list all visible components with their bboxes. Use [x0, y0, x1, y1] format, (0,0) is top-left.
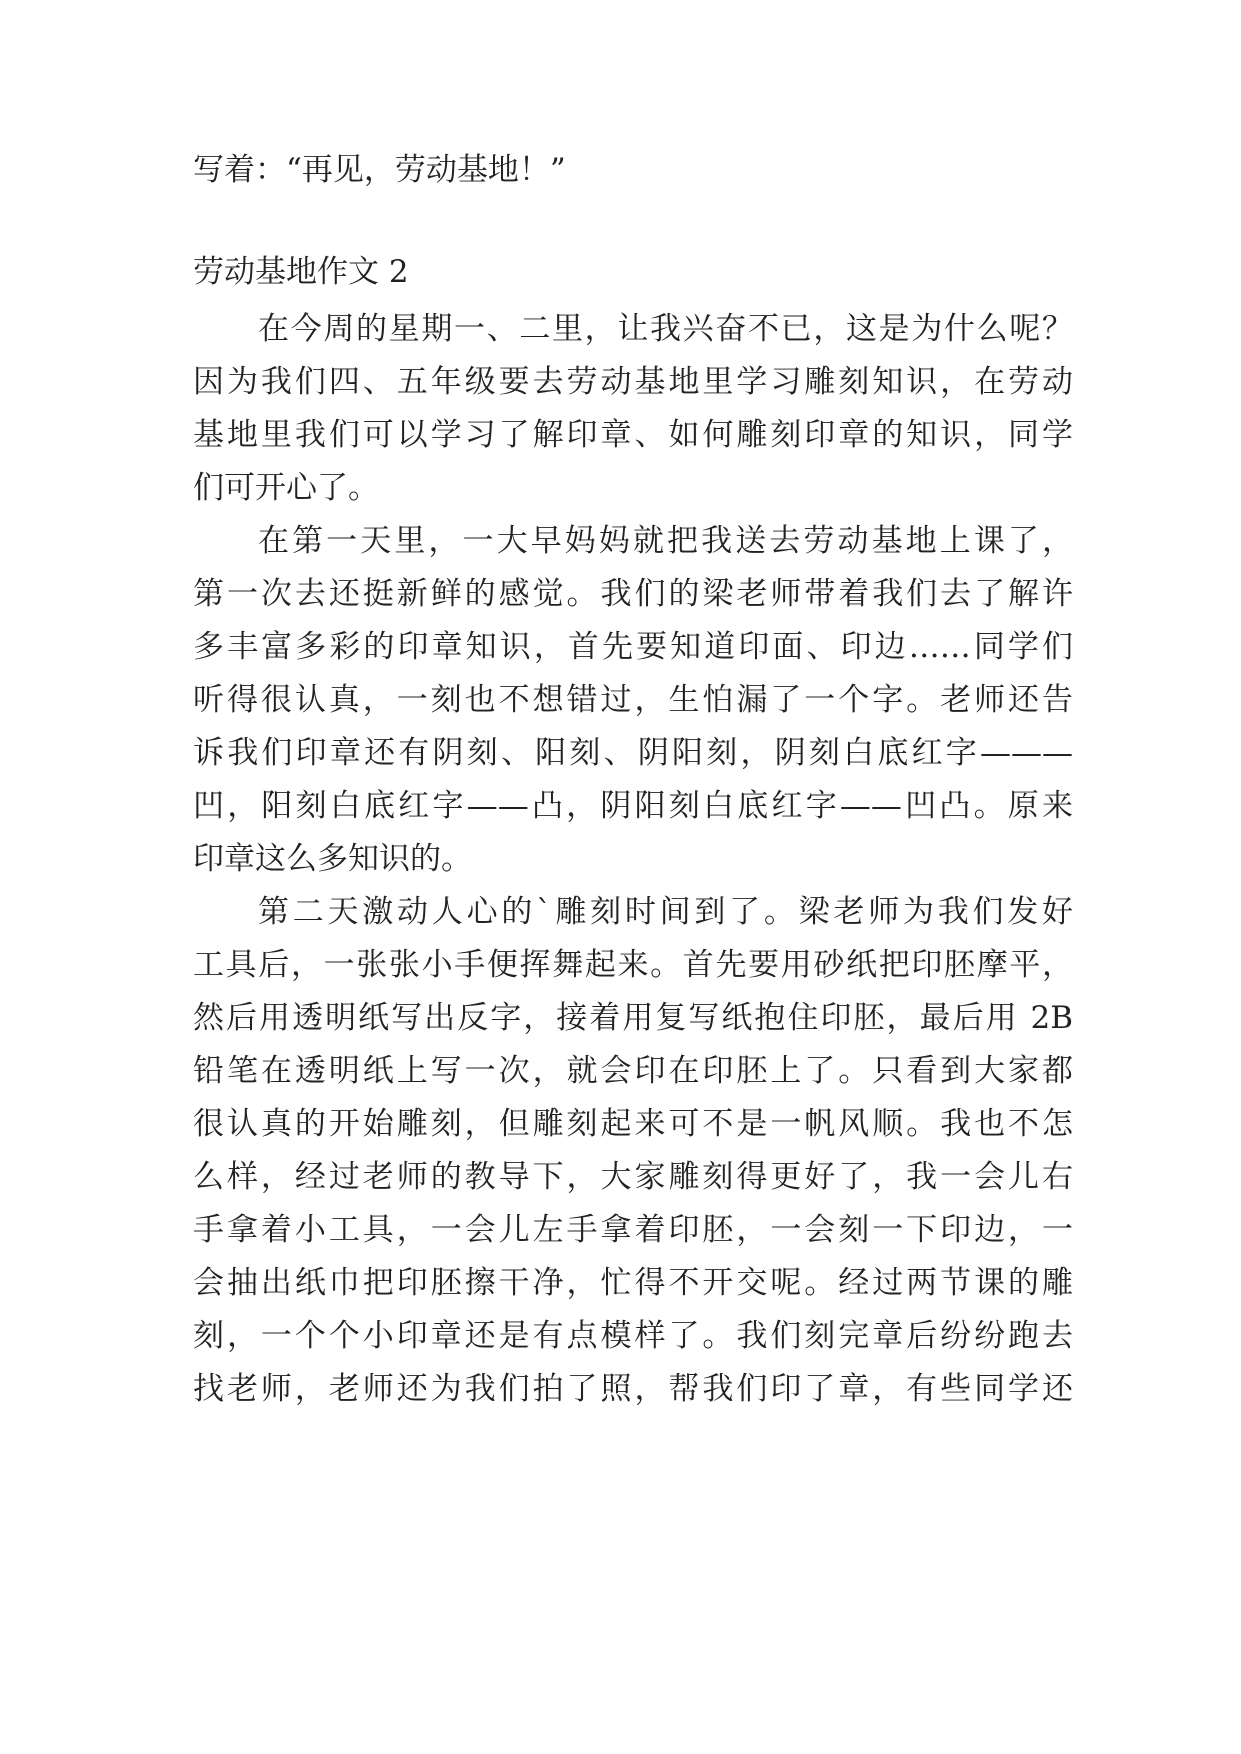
paragraph-line: 因为我们四、五年级要去劳动基地里学习雕刻知识，在劳动	[193, 364, 1073, 400]
paragraph-line: 刻，一个个小印章还是有点模样了。我们刻完章后纷纷跑去	[193, 1318, 1073, 1354]
paragraph-line: 诉我们印章还有阴刻、阳刻、阴阳刻，阴刻白底红字———	[193, 735, 1073, 771]
paragraph-line: 在今周的星期一、二里，让我兴奋不已，这是为什么呢？	[258, 311, 1073, 347]
paragraph-line: 们可开心了。	[193, 470, 379, 506]
paragraph-line: 找老师，老师还为我们拍了照，帮我们印了章，有些同学还	[193, 1371, 1073, 1407]
paragraph-line: 第二天激动人心的`雕刻时间到了。梁老师为我们发好	[258, 894, 1073, 930]
paragraph-line: 铅笔在透明纸上写一次，就会印在印胚上了。只看到大家都	[193, 1053, 1073, 1089]
paragraph-line: 听得很认真，一刻也不想错过，生怕漏了一个字。老师还告	[193, 682, 1073, 718]
paragraph-line: 凹，阳刻白底红字——凸，阴阳刻白底红字——凹凸。原来	[193, 788, 1073, 824]
paragraph-line: 很认真的开始雕刻，但雕刻起来可不是一帆风顺。我也不怎	[193, 1106, 1073, 1142]
paragraph-line: 然后用透明纸写出反字，接着用复写纸抱住印胚，最后用 2B	[193, 1000, 1073, 1036]
paragraph-line: 手拿着小工具，一会儿左手拿着印胚，一会刻一下印边，一	[193, 1212, 1073, 1248]
paragraph-line: 会抽出纸巾把印胚擦干净，忙得不开交呢。经过两节课的雕	[193, 1265, 1073, 1301]
section-title: 劳动基地作文 2	[193, 254, 409, 290]
paragraph-line: 多丰富多彩的印章知识，首先要知道印面、印边……同学们	[193, 629, 1073, 665]
paragraph-line: 工具后，一张张小手便挥舞起来。首先要用砂纸把印胚摩平，	[193, 947, 1073, 983]
paragraph-line: 在第一天里，一大早妈妈就把我送去劳动基地上课了，	[258, 523, 1073, 559]
paragraph-line: 基地里我们可以学习了解印章、如何雕刻印章的知识，同学	[193, 417, 1073, 453]
paragraph-line: 印章这么多知识的。	[193, 841, 472, 877]
opening-line: 写着：“再见，劳动基地！”	[193, 152, 566, 188]
paragraph-line: 第一次去还挺新鲜的感觉。我们的梁老师带着我们去了解许	[193, 576, 1073, 612]
paragraph-line: 么样，经过老师的教导下，大家雕刻得更好了，我一会儿右	[193, 1159, 1073, 1195]
